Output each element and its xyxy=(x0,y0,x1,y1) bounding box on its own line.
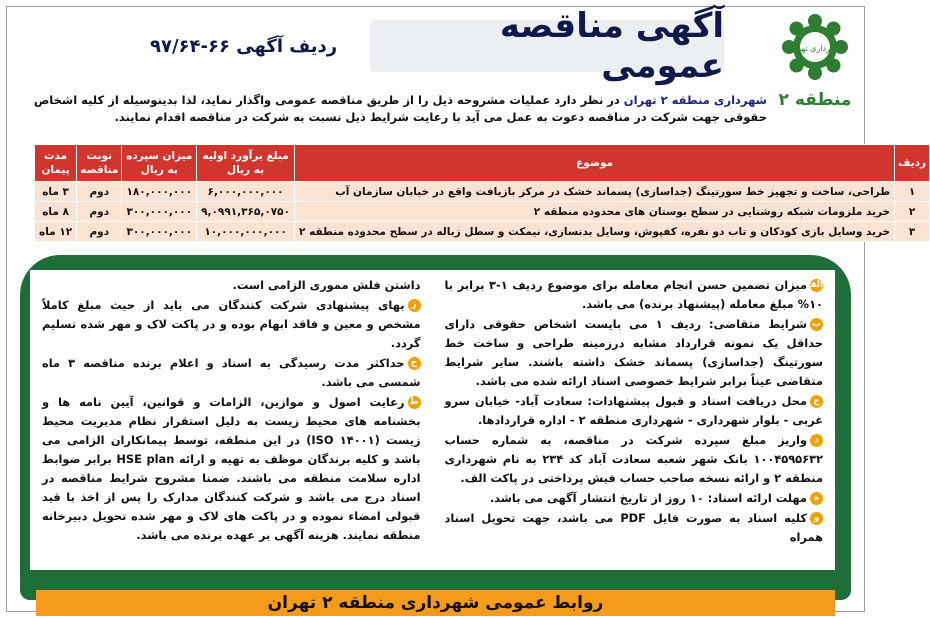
condition-item xyxy=(445,392,824,430)
col-header-deposit: میزان سپرده به ریال xyxy=(122,145,197,182)
condition-text: بهای پیشنهادی شرکت کنندگان می باید از حیث مبلغ کاملاً مشخص و معین و فاقد ابهام بوده و در پاکت لاک و مهر شده تسلیم گردد. xyxy=(42,298,421,350)
cell-duration: ۱۲ ماه xyxy=(35,222,77,242)
conditions-section xyxy=(30,270,835,570)
condition-item xyxy=(42,393,421,545)
cell-subject: طراحی، ساخت و تجهیز خط سورتینگ (جداسازی) پسماند خشک در مرکز بازیافت واقع در خیابان سازمان آب xyxy=(295,182,895,202)
logo-emblem-icon xyxy=(780,12,850,82)
cell-deposit: ۳۰۰,۰۰۰,۰۰۰ xyxy=(122,222,197,242)
condition-item xyxy=(445,315,824,391)
condition-text: داشتن فلش مموری الزامی است. xyxy=(232,278,421,292)
cell-row-number: ۱ xyxy=(895,182,930,202)
table-header-row xyxy=(35,145,930,182)
bullet-icon: ب xyxy=(811,319,822,329)
cell-duration: ۳ ماه xyxy=(35,182,77,202)
col-header-subject: موضوع xyxy=(295,145,895,182)
condition-text: محل دریافت اسناد و قبول پیشنهادات: سعادت آباد- خیابان سرو غربی - بلوار شهرداری - شهرداری منطقه ۲ - اداره قراردادها. xyxy=(444,394,823,427)
conditions-column-right xyxy=(445,276,824,564)
bullet-icon: الف xyxy=(805,280,823,290)
conditions-column-left xyxy=(42,276,421,564)
condition-item xyxy=(445,509,824,547)
cell-round: دوم xyxy=(77,182,122,202)
title-banner xyxy=(370,6,724,86)
condition-item xyxy=(445,276,824,314)
cell-deposit: ۳۰۰,۰۰۰,۰۰۰ xyxy=(122,202,197,222)
cell-round: دوم xyxy=(77,202,122,222)
bullet-icon: ز xyxy=(408,299,421,312)
bullet-icon: ط xyxy=(409,397,419,407)
col-header-row-number: ردیف xyxy=(895,145,930,182)
condition-item xyxy=(42,276,421,295)
table-row xyxy=(35,222,930,242)
bullet-icon: د xyxy=(810,434,823,447)
intro-highlight: شهرداری منطقه ۲ تهران xyxy=(623,93,767,107)
intro-body: در نظر دارد عملیات مشروحه ذیل را از طریق مناقصه عمومی واگذار نماید، لذا بدینوسیله از کلیه اشخاص حقوقی جهت شرکت در مناقصه دعوت به عمل می آید با رعایت شرایط ذیل نسبت به شرکت در مناقصه اقدام نمایند. xyxy=(33,93,767,124)
condition-text: واریز مبلغ سپرده شرکت در مناقصه، به شماره حساب ۱۰۰۴۵۹۵۶۳۲ بانک شهر شعبه سعادت آباد کد ۲۳۴ به نام شهرداری منطقه ۲ و ارائه نسخه صاحب حساب فیش پرداختی در پاکت الف. xyxy=(444,433,823,485)
ad-reference: ردیف آگهی ۶۶-۹۷/۶۴ xyxy=(150,36,338,57)
condition-text: میزان تضمین حسن انجام معامله برای موضوع ردیف ۱-۳ برابر با ۱۰% مبلغ معامله (پیشنهاد برنده) می باشد. xyxy=(444,278,823,311)
cell-row-number: ۳ xyxy=(895,222,930,242)
cell-row-number: ۲ xyxy=(895,202,930,222)
col-header-round: نوبت مناقصه xyxy=(77,145,122,182)
condition-text: شرایط متقاضی: ردیف ۱ می بایست اشخاص حقوقی دارای حداقل یک نمونه قرارداد مشابه درزمینه طراحی و ساخت خط سورتینگ (جداسازی) پسماند خشک داشته باشند. سایر شرایط متقاضی عیناً برابر شرایط خصوصی اسناد ارائه شده می باشد. xyxy=(444,317,823,388)
table-row xyxy=(35,202,930,222)
cell-subject: خرید ملزومات شبکه روشنایی در سطح بوستان های محدوده منطقه ۲ xyxy=(295,202,895,222)
intro-paragraph xyxy=(20,92,767,126)
cell-estimate: ۱۰,۰۰۰,۰۰۰,۰۰۰ xyxy=(197,222,295,242)
condition-item xyxy=(445,431,824,488)
page-title: آگهی مناقصه عمومی xyxy=(499,6,724,86)
municipality-logo xyxy=(775,12,855,122)
condition-text: حداکثر مدت رسیدگی به اسناد و اعلام برنده مناقصه ۳ ماه شمسی می باشد. xyxy=(42,356,421,389)
bullet-icon: و xyxy=(810,512,823,525)
bullet-icon: ج xyxy=(810,395,823,408)
tender-table xyxy=(34,144,930,242)
cell-round: دوم xyxy=(77,222,122,242)
condition-item xyxy=(445,489,824,508)
table-row xyxy=(35,182,930,202)
footer-text: روابط عمومی شهرداری منطقه ۲ تهران xyxy=(267,593,604,613)
condition-item xyxy=(42,354,421,392)
cell-deposit: ۱۸۰,۰۰۰,۰۰۰ xyxy=(122,182,197,202)
col-header-duration: مدت پیمان xyxy=(35,145,77,182)
footer-banner xyxy=(36,590,835,616)
condition-text: رعایت اصول و موازین، الزامات و قوانین، آیین نامه ها و بخشنامه های محیط زیست به دلیل استقرار نظام مدیریت محیط زیست (ISO ۱۴۰۰۱) در این منطقه، توسط پیمانکاران الزامی می باشد و کلیه برندگان موظف به تهیه و ارائه HSE plan برابر ضوابط اداره سلامت منطقه می باشند. ضمنا مشروح شرایط مناقصه در اسناد درج می باشد و شرکت کنندگان مدارک را پس از اخذ با قید قبولی امضاء نموده و در پاکت های لاک و مهر شده تحویل دبیرخانه منطقه نمایند. هزینه آگهی بر عهده برنده می باشد. xyxy=(42,395,421,542)
cell-duration: ۸ ماه xyxy=(35,202,77,222)
condition-text: مهلت ارائه اسناد: ۱۰ روز از تاریخ انتشار آگهی می باشد. xyxy=(489,491,807,505)
condition-text: کلیه اسناد به صورت فایل PDF می باشد، جهت تحویل اسناد همراه xyxy=(444,511,823,544)
cell-estimate: ۶,۰۰۰,۰۰۰,۰۰۰ xyxy=(197,182,295,202)
zone-label: منطقه ۲ xyxy=(778,90,852,110)
bullet-icon: ح xyxy=(408,357,421,370)
bullet-icon: ه xyxy=(810,492,823,505)
col-header-estimate: مبلغ برآورد اولیه به ریال xyxy=(197,145,295,182)
condition-item xyxy=(42,296,421,353)
logo-text: شهرداری تهران xyxy=(789,44,841,53)
cell-estimate: ۹,۰۹۹۱,۳۶۵,۰۷۵۰ xyxy=(197,202,295,222)
cell-subject: خرید وسایل بازی کودکان و تاب دو نفره، کفپوش، وسایل بدنسازی، نیمکت و سطل زباله در سطح محدوده منطقه ۲ xyxy=(295,222,895,242)
